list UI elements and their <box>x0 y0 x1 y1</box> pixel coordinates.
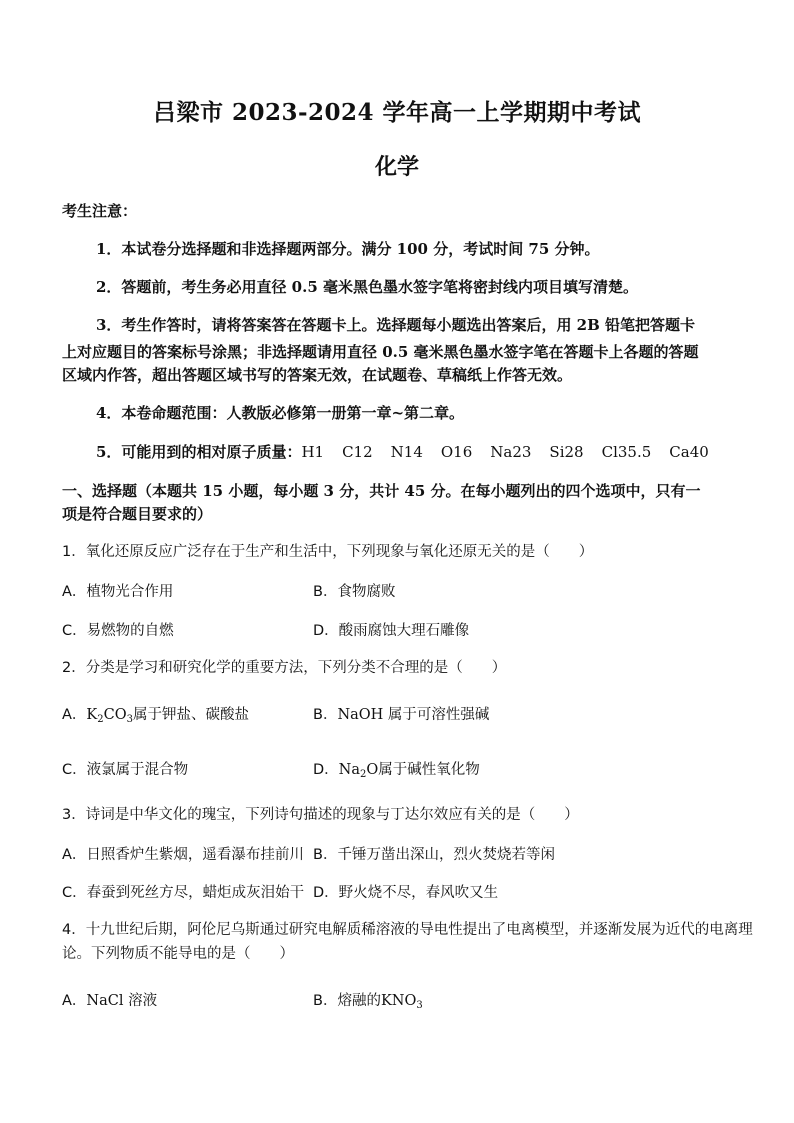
atomic-mass-cl: Cl35.5 <box>601 443 652 461</box>
atomic-mass-label: 5．可能用到的相对原子质量： <box>96 443 302 461</box>
question-1-option-d: D．酸雨腐蚀大理石雕像 <box>313 623 470 639</box>
atomic-mass-na: Na23 <box>490 443 532 461</box>
notice-item-3-cont2: 区域内作答，超出答题区域书写的答案无效，在试题卷、草稿纸上作答无效。 <box>62 366 573 384</box>
notice-item-1: 1．本试卷分选择题和非选择题两部分。满分 100 分，考试时间 75 分钟。 <box>96 240 600 258</box>
notice-heading: 考生注意： <box>62 202 138 220</box>
notice-item-4: 4．本卷命题范围：人教版必修第一册第一章~第二章。 <box>96 404 465 422</box>
question-1-option-a: A．植物光合作用 <box>62 584 174 600</box>
question-4-stem-cont: 论。下列物质不能导电的是（ ） <box>62 946 294 962</box>
question-3-option-b: B．千锤万凿出深山，烈火焚烧若等闲 <box>313 847 555 863</box>
question-2-option-d: D．$Na_2O$属于碱性氧化物 <box>313 762 480 780</box>
question-4-option-a: A．NaCl 溶液 <box>62 993 158 1009</box>
question-1-option-b: B．食物腐败 <box>313 584 396 600</box>
atomic-mass-o: O16 <box>440 443 473 461</box>
question-2-option-c: C．液氯属于混合物 <box>62 762 189 778</box>
notice-item-5 <box>96 441 742 463</box>
notice-item-2: 2．答题前，考生务必用直径 0.5 毫米黑色墨水签字笔将密封线内项目填写清楚。 <box>96 278 638 296</box>
question-3-stem: 3．诗词是中华文化的瑰宝，下列诗句描述的现象与丁达尔效应有关的是（ ） <box>62 807 579 823</box>
question-2-stem: 2．分类是学习和研究化学的重要方法，下列分类不合理的是（ ） <box>62 660 507 676</box>
notice-item-3-cont1: 上对应题目的答案标号涂黑；非选择题请用直径 0.5 毫米黑色墨水签字笔在答题卡上各题的答题 <box>62 343 699 361</box>
atomic-mass-si: Si28 <box>549 443 584 461</box>
atomic-mass-ca: Ca40 <box>669 443 709 461</box>
exam-subject: 化学 <box>374 154 419 180</box>
atomic-mass-c: C12 <box>342 443 373 461</box>
section1-heading-cont: 项是符合题目要求的） <box>62 505 213 523</box>
atomic-mass-h: H1 <box>301 443 325 461</box>
question-3-option-a: A．日照香炉生紫烟，遥看瀑布挂前川 <box>62 847 304 863</box>
question-3-option-c: C．春蚕到死丝方尽，蜡炬成灰泪始干 <box>62 885 305 901</box>
question-1-option-c: C．易燃物的自燃 <box>62 623 174 639</box>
question-4-stem: 4．十九世纪后期，阿伦尼乌斯通过研究电解质稀溶液的导电性提出了电离模型，并逐渐发展为近代的电离理 <box>62 922 753 938</box>
section1-heading: 一、选择题（本题共 15 小题，每小题 3 分，共计 45 分。在每小题列出的四个选项中，只有一 <box>62 482 701 500</box>
atomic-mass-n: N14 <box>390 443 423 461</box>
notice-item-3: 3．考生作答时，请将答案答在答题卡上。选择题每小题选出答案后，用 2B 铅笔把答题卡 <box>96 316 696 334</box>
question-2-option-a: A．$K_2CO_3$属于钾盐、碳酸盐 <box>62 707 249 725</box>
question-1-stem: 1．氧化还原反应广泛存在于生产和生活中，下列现象与氧化还原无关的是（ ） <box>62 544 594 560</box>
exam-title: 吕梁市 2023-2024 学年高一上学期期中考试 <box>152 99 642 126</box>
question-3-option-d: D．野火烧不尽，春风吹又生 <box>313 885 499 901</box>
question-4-option-b: B．熔融的$KNO_3$ <box>313 993 423 1011</box>
question-2-option-b: B．NaOH 属于可溶性强碱 <box>313 707 490 723</box>
